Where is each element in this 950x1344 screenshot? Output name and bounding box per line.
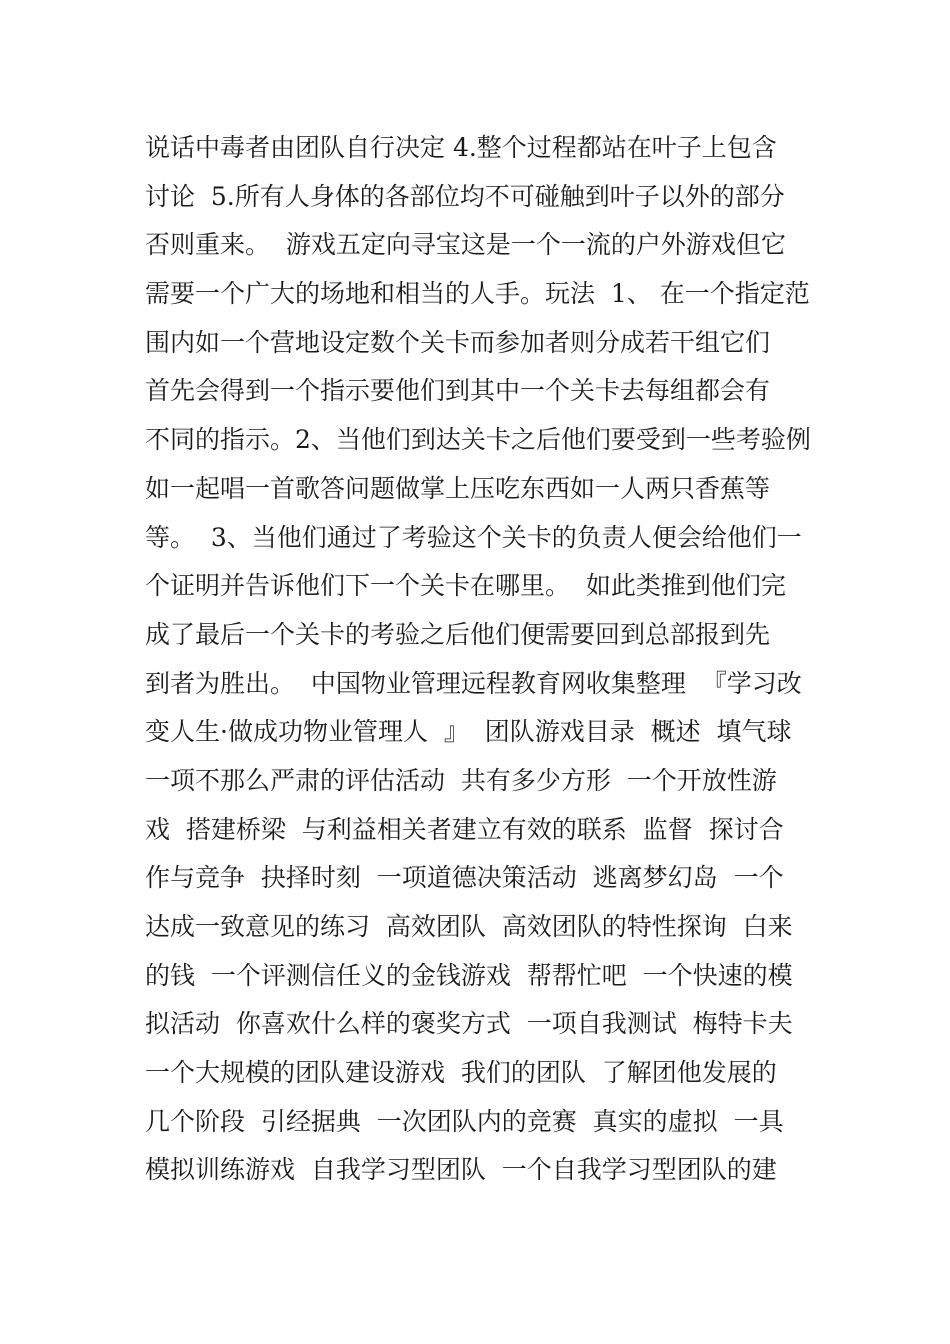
text-line: 首先会得到一个指示要他们到其中一个关卡去每组都会有	[145, 376, 771, 406]
text-line: 等。 3、当他们通过了考验这个关卡的负责人便会给他们一	[145, 522, 802, 552]
text-line: 成了最后一个关卡的考验之后他们便需要回到总部报到先	[145, 619, 771, 649]
text-line: 达成一致意见的练习 高效团队 高效团队的特性探询 白来	[145, 912, 793, 941]
text-line: 不同的指示。2、当他们到达关卡之后他们要受到一些考验例	[145, 425, 811, 455]
body-text	[145, 124, 825, 1195]
text-line: 拟活动 你喜欢什么样的褒奖方式 一项自我测试 梅特卡夫	[145, 1009, 793, 1039]
text-line: 几个阶段 引经据典 一次团队内的竞赛 真实的虚拟 一具	[145, 1106, 784, 1136]
text-line: 一项不那么严肃的评估活动 共有多少方形 一个开放性游	[145, 765, 777, 795]
text-line: 围内如一个营地设定数个关卡而参加者则分成若干组它们	[145, 327, 771, 357]
text-line: 如一起唱一首歌答问题做掌上压吃东西如一人两只香蕉等	[145, 473, 771, 503]
text-line: 说话中毒者由团队自行决定 4.整个过程都站在叶子上包含	[145, 133, 777, 162]
text-line: 需要一个广大的场地和相当的人手。玩法 1、 在一个指定范	[145, 279, 810, 309]
text-line: 戏 搭建桥梁 与利益相关者建立有效的联系 监督 探讨合	[145, 814, 784, 844]
text-line: 否则重来。 游戏五定向寻宝这是一个一流的户外游戏但它	[145, 230, 786, 260]
text-line: 讨论 5.所有人身体的各部位均不可碰触到叶子以外的部分	[145, 181, 785, 211]
text-line: 个证明并告诉他们下一个关卡在哪里。 如此类推到他们完	[145, 571, 786, 601]
text-line: 作与竞争 抉择时刻 一项道德决策活动 逃离梦幻岛 一个	[145, 863, 784, 893]
text-line: 变人生·做成功物业管理人 』 团队游戏目录 概述 填气球	[145, 717, 792, 747]
text-line: 到者为胜出。 中国物业管理远程教育网收集整理 『学习改	[145, 668, 802, 698]
text-line: 一个大规模的团队建设游戏 我们的团队 了解团他发展的	[145, 1058, 777, 1088]
text-line: 模拟训练游戏 自我学习型团队 一个自我学习型团队的建	[145, 1155, 777, 1185]
text-line: 的钱 一个评测信任义的金钱游戏 帮帮忙吧 一个快速的模	[145, 960, 793, 990]
